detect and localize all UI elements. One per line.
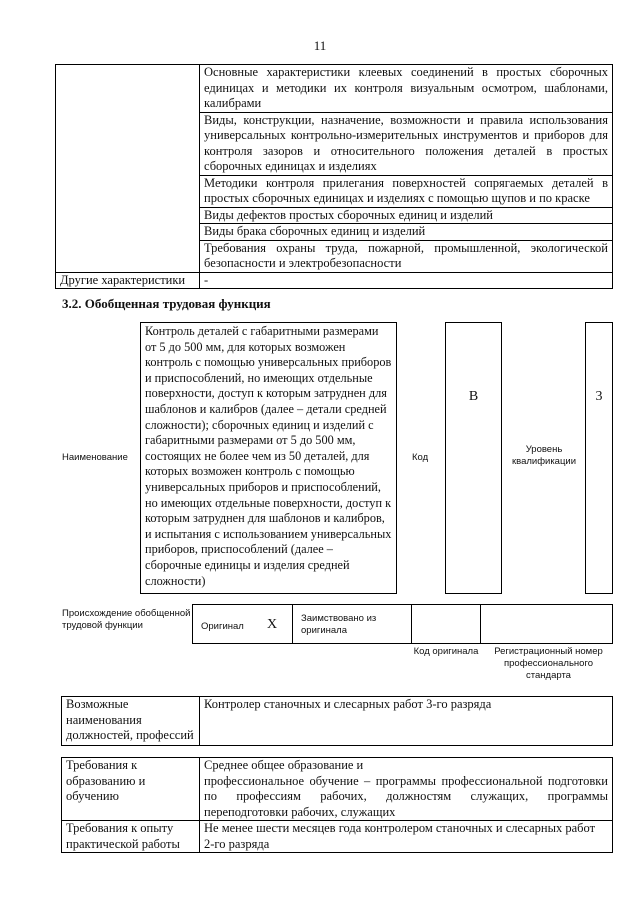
table-cell-right: Виды брака сборочных единиц и изделий — [200, 224, 613, 241]
code-original-cell — [411, 604, 481, 644]
table-cell-right: Требования охраны труда, пожарной, промышленной, экологической безопасности и электробезопасности — [200, 240, 613, 272]
education-label: Требования к образованию и обучению — [62, 758, 200, 821]
positions-table — [61, 696, 613, 746]
table-cell-right: Основные характеристики клеевых соединений в простых сборочных единицах и методики их контроля визуальным осмотром, шаблонами, калибрами — [200, 65, 613, 113]
table-cell-right: - — [200, 272, 613, 289]
experience-label: Требования к опыту практической работы — [62, 821, 200, 853]
origin-label: Происхождение обобщенной трудовой функции — [62, 608, 191, 631]
table-cell-right: Методики контроля прилегания поверхностей сопрягаемых деталей в простых сборочных единицах и изделиях с помощью щупов и по краске — [200, 175, 613, 207]
experience-line: Не менее шести месяцев года контролером станочных и слесарных работ 2-го разряда — [204, 821, 596, 851]
reg-number-cell — [480, 604, 613, 644]
level-label: Уровень квалификации — [511, 444, 577, 467]
reg-number-caption: Регистрационный номер профессионального стандарта — [494, 646, 603, 681]
original-cell — [192, 604, 293, 644]
name-label: Наименование — [62, 452, 128, 463]
requirements-table — [61, 757, 613, 853]
table-row — [62, 758, 613, 821]
table-row — [62, 697, 613, 746]
table-row — [56, 65, 613, 113]
code-value: B — [468, 389, 479, 404]
knowledge-table — [55, 64, 613, 289]
education-line: профессиональное обучение – программы профессиональной подготовки по профессиям рабочих, должностям служащих, программы переподготовки рабочих, служащих — [204, 773, 608, 819]
function-name-box: Контроль деталей с габаритными размерами от 5 до 500 мм, для которых возможен контроль с помощью универсальных приборов и приспособлений, но имеющих отдельные поверхности, доступ к которым затруднен для шаблонов и калибров (далее – детали средней сложности); сборочных единиц и изделий с габаритными размерами от 5 до 500 мм, состоящих не более чем из 50 деталей, для которых возможен контроль с помощью универсальных приборов и приспособлений, но имеющих отдельные поверхности, доступ к которым затруднен для шаблонов и калибров, и испытания с использованием универсальных приборов, приспособлений (далее – сборочные единицы и изделия средней сложности) — [140, 322, 397, 594]
experience-value — [200, 821, 613, 853]
table-cell-left — [56, 65, 200, 273]
positions-label: Возможные наименования должностей, профессий — [62, 697, 200, 746]
table-row — [56, 272, 613, 289]
code-box — [445, 322, 502, 594]
original-label: Оригинал — [201, 621, 244, 632]
borrowed-cell — [292, 604, 412, 644]
table-cell-right: Виды дефектов простых сборочных единиц и изделий — [200, 207, 613, 224]
code-original-caption: Код оригинала — [413, 646, 479, 657]
borrowed-label: Заимствовано из оригинала — [301, 613, 377, 636]
table-cell-right: Виды, конструкции, назначение, возможности и правила использования универсальных контрольно-измерительных инструментов и приборов для контроля зазоров и относительного положения деталей в простых сборочных единицах и изделиях — [200, 112, 613, 175]
level-value: 3 — [595, 389, 603, 404]
code-label: Код — [412, 452, 429, 463]
section-title: 3.2. Обобщенная трудовая функция — [62, 296, 271, 311]
education-line: Среднее общее образование и — [204, 758, 364, 772]
table-cell-left: Другие характеристики — [56, 272, 200, 289]
positions-value: Контролер станочных и слесарных работ 3-го разряда — [200, 697, 613, 746]
table-row — [62, 821, 613, 853]
original-mark: X — [267, 617, 278, 632]
page-number: 11 — [313, 38, 327, 53]
education-value — [200, 758, 613, 821]
level-box — [585, 322, 613, 594]
